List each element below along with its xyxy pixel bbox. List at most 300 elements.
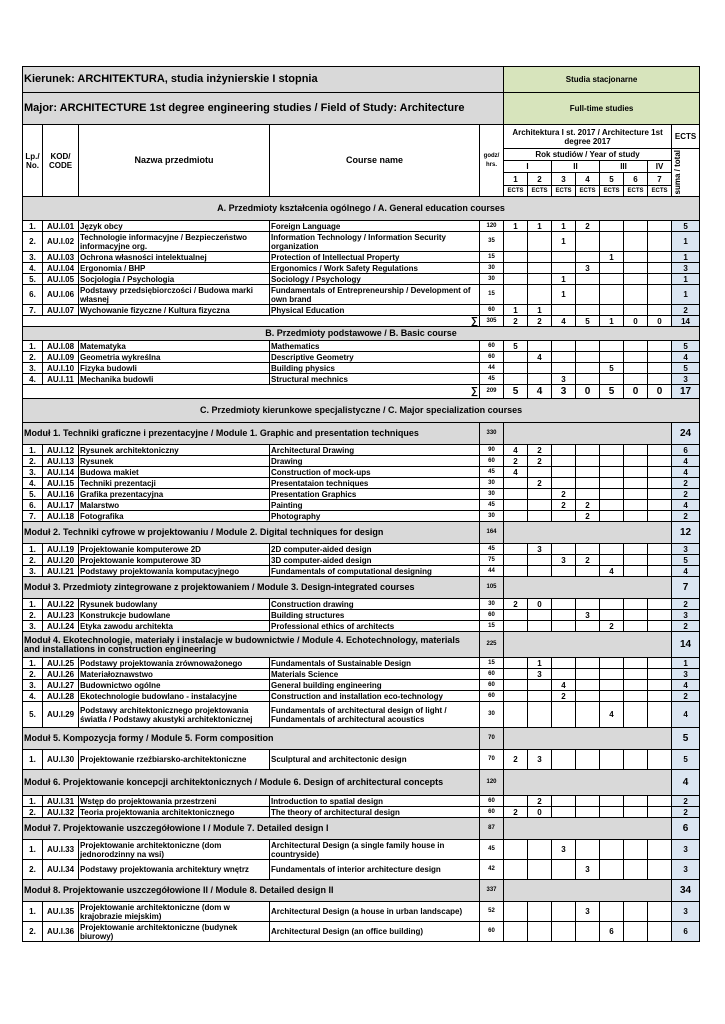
row-sem-7 [648, 599, 672, 610]
row-sem-5 [600, 221, 624, 232]
row-sem-6 [624, 599, 648, 610]
row-no: 3. [23, 252, 43, 263]
sum-sem-1: 5 [504, 385, 528, 399]
sum-sem-3: 4 [552, 316, 576, 327]
row-name-en: Building physics [270, 363, 480, 374]
row-sem-1 [504, 274, 528, 285]
row-sem-6 [624, 544, 648, 555]
row-sem-4 [576, 691, 600, 702]
table-row [23, 352, 700, 363]
sum-sem-6: 0 [624, 316, 648, 327]
module-row [23, 770, 700, 796]
row-sem-6 [624, 566, 648, 577]
table-row [23, 610, 700, 621]
row-sem-6 [624, 658, 648, 669]
row-name-en: Mathematics [270, 341, 480, 352]
row-sem-6 [624, 702, 648, 728]
row-sem-4 [576, 599, 600, 610]
row-hours: 60 [480, 796, 504, 807]
module-spacer [504, 728, 672, 750]
row-hours: 60 [480, 922, 504, 942]
module-row [23, 632, 700, 658]
row-hours: 35 [480, 232, 504, 252]
row-sem-5 [600, 599, 624, 610]
row-total: 5 [672, 750, 700, 770]
row-name-en: Physical Education [270, 305, 480, 316]
row-sem-7 [648, 669, 672, 680]
row-sem-4 [576, 445, 600, 456]
table-row [23, 669, 700, 680]
sum-sem-2: 2 [528, 316, 552, 327]
row-sem-5 [600, 796, 624, 807]
table-row [23, 860, 700, 880]
row-sem-7 [648, 232, 672, 252]
row-sem-3: 2 [552, 691, 576, 702]
row-sem-2 [528, 840, 552, 860]
row-name-en: Fundamentals of Entrepreneurship / Development of own brand [270, 285, 480, 305]
module-hours: 70 [480, 728, 504, 750]
row-name-pl: Podstawy projektowania zrównoważonego [79, 658, 270, 669]
row-sem-6 [624, 467, 648, 478]
row-name-en: Drawing [270, 456, 480, 467]
row-code: AU.I.22 [43, 599, 79, 610]
row-name-en: Structural mechnics [270, 374, 480, 385]
sum-sem-5: 1 [600, 316, 624, 327]
row-sem-4 [576, 807, 600, 818]
table-row [23, 680, 700, 691]
row-sem-7 [648, 860, 672, 880]
row-no: 4. [23, 691, 43, 702]
row-no: 3. [23, 566, 43, 577]
table-row [23, 566, 700, 577]
semester-1: 1 [504, 173, 528, 186]
row-sem-5 [600, 544, 624, 555]
module-total: 12 [672, 522, 700, 544]
row-no: 7. [23, 511, 43, 522]
module-total: 14 [672, 632, 700, 658]
row-sem-7 [648, 500, 672, 511]
row-sem-2 [528, 680, 552, 691]
row-total: 2 [672, 691, 700, 702]
module-hours: 337 [480, 880, 504, 902]
module-spacer [504, 818, 672, 840]
row-total: 4 [672, 500, 700, 511]
row-no: 1. [23, 750, 43, 770]
row-sem-3 [552, 252, 576, 263]
row-total: 3 [672, 840, 700, 860]
module-row [23, 423, 700, 445]
row-sem-5 [600, 750, 624, 770]
row-sem-4 [576, 478, 600, 489]
year-4: IV [648, 161, 672, 173]
row-sem-7 [648, 902, 672, 922]
row-sem-1 [504, 555, 528, 566]
row-sem-5 [600, 680, 624, 691]
row-name-pl: Wstęp do projektowania przestrzeni [79, 796, 270, 807]
row-sem-1 [504, 860, 528, 880]
section-title-row [23, 197, 700, 221]
row-sem-1 [504, 902, 528, 922]
row-sem-4: 3 [576, 902, 600, 922]
row-sem-6 [624, 621, 648, 632]
row-sem-5 [600, 467, 624, 478]
row-total: 4 [672, 566, 700, 577]
row-sem-5: 2 [600, 621, 624, 632]
row-sem-6 [624, 796, 648, 807]
row-sem-1: 5 [504, 341, 528, 352]
row-name-en: The theory of architectural design [270, 807, 480, 818]
row-no: 1. [23, 341, 43, 352]
row-hours: 60 [480, 456, 504, 467]
row-hours: 15 [480, 621, 504, 632]
table-row [23, 285, 700, 305]
row-total: 6 [672, 922, 700, 942]
row-sem-6 [624, 691, 648, 702]
module-hours: 225 [480, 632, 504, 658]
row-sem-5 [600, 489, 624, 500]
table-row [23, 902, 700, 922]
row-code: AU.I.02 [43, 232, 79, 252]
module-spacer [504, 577, 672, 599]
row-name-en: Introduction to spatial design [270, 796, 480, 807]
row-total: 2 [672, 489, 700, 500]
row-sem-4 [576, 467, 600, 478]
row-sem-1 [504, 363, 528, 374]
row-code: AU.I.08 [43, 341, 79, 352]
row-sem-3 [552, 341, 576, 352]
row-sem-7 [648, 680, 672, 691]
row-sem-4: 2 [576, 555, 600, 566]
row-no: 2. [23, 860, 43, 880]
row-sem-6 [624, 445, 648, 456]
row-sem-5 [600, 610, 624, 621]
row-no: 1. [23, 902, 43, 922]
row-no: 2. [23, 610, 43, 621]
row-name-en: Presentataion techniques [270, 478, 480, 489]
row-sem-7 [648, 352, 672, 363]
row-hours: 30 [480, 263, 504, 274]
row-sem-3: 1 [552, 285, 576, 305]
row-sem-3: 3 [552, 840, 576, 860]
row-hours: 45 [480, 374, 504, 385]
row-sem-5: 4 [600, 702, 624, 728]
row-name-en: Foreign Language [270, 221, 480, 232]
table-row [23, 305, 700, 316]
module-row [23, 577, 700, 599]
row-no: 1. [23, 544, 43, 555]
col-lp: Lp./ No. [23, 125, 43, 197]
row-sem-5: 5 [600, 363, 624, 374]
row-sem-3 [552, 796, 576, 807]
module-total: 24 [672, 423, 700, 445]
row-sem-2 [528, 374, 552, 385]
row-sem-7 [648, 658, 672, 669]
row-sem-4 [576, 669, 600, 680]
semester-4: 4 [576, 173, 600, 186]
row-sem-5 [600, 511, 624, 522]
row-hours: 44 [480, 363, 504, 374]
module-row [23, 880, 700, 902]
row-total: 2 [672, 305, 700, 316]
row-sem-5 [600, 500, 624, 511]
row-no: 1. [23, 221, 43, 232]
row-sem-7 [648, 363, 672, 374]
row-hours: 70 [480, 750, 504, 770]
title-en: Major: ARCHITECTURE 1st degree engineering studies / Field of Study: Architecture [23, 93, 504, 125]
row-sem-6 [624, 680, 648, 691]
module-title: Moduł 5. Kompozycja formy / Module 5. Form composition [23, 728, 480, 750]
row-total: 4 [672, 467, 700, 478]
row-sem-4 [576, 285, 600, 305]
row-sem-5 [600, 691, 624, 702]
row-code: AU.I.15 [43, 478, 79, 489]
table-row [23, 252, 700, 263]
row-sem-6 [624, 374, 648, 385]
row-name-pl: Ergonomia / BHP [79, 263, 270, 274]
table-row [23, 922, 700, 942]
row-name-pl: Ochrona własności intelektualnej [79, 252, 270, 263]
row-name-pl: Matematyka [79, 341, 270, 352]
row-sem-4 [576, 621, 600, 632]
row-name-pl: Fizyka budowli [79, 363, 270, 374]
row-sem-7 [648, 566, 672, 577]
row-sem-5 [600, 658, 624, 669]
table-row [23, 467, 700, 478]
module-title: Moduł 3. Przedmioty zintegrowane z projektowaniem / Module 3. Design-integrated courses [23, 577, 480, 599]
row-no: 5. [23, 274, 43, 285]
row-sem-4 [576, 305, 600, 316]
row-total: 2 [672, 478, 700, 489]
row-sem-7 [648, 221, 672, 232]
total-vertical-label: suma / total [673, 150, 683, 195]
row-total: 4 [672, 456, 700, 467]
row-sem-5 [600, 232, 624, 252]
row-name-en: Fundamentals of computational designing [270, 566, 480, 577]
row-name-pl: Projektowanie architektoniczne (budynek biurowy) [79, 922, 270, 942]
row-hours: 30 [480, 478, 504, 489]
row-sem-3 [552, 610, 576, 621]
row-sem-1: 1 [504, 221, 528, 232]
row-name-en: 2D computer-aided design [270, 544, 480, 555]
module-title: Moduł 2. Techniki cyfrowe w projektowaniu / Module 2. Digital techniques for design [23, 522, 480, 544]
row-sem-3: 4 [552, 680, 576, 691]
row-code: AU.I.09 [43, 352, 79, 363]
row-total: 4 [672, 680, 700, 691]
sum-sem-2: 4 [528, 385, 552, 399]
row-name-pl: Budowa makiet [79, 467, 270, 478]
row-sem-1 [504, 702, 528, 728]
row-name-pl: Ekotechnologie budowlano - instalacyjne [79, 691, 270, 702]
sum-symbol: ∑ [23, 385, 480, 399]
col-name-en: Course name [270, 125, 480, 197]
row-name-en: Fundamentals of architectural design of light / Fundamentals of architectural acoustics [270, 702, 480, 728]
row-sem-6 [624, 922, 648, 942]
row-sem-4 [576, 922, 600, 942]
module-total: 4 [672, 770, 700, 796]
row-sem-2 [528, 902, 552, 922]
row-total: 5 [672, 341, 700, 352]
module-row [23, 522, 700, 544]
section-title-row [23, 399, 700, 423]
row-sem-5 [600, 263, 624, 274]
header-row-1 [23, 125, 700, 149]
row-sem-2 [528, 489, 552, 500]
row-sem-5 [600, 860, 624, 880]
row-sem-3 [552, 305, 576, 316]
row-sem-1 [504, 566, 528, 577]
table-row [23, 274, 700, 285]
row-name-pl: Mechanika budowli [79, 374, 270, 385]
row-name-pl: Techniki prezentacji [79, 478, 270, 489]
row-code: AU.I.16 [43, 489, 79, 500]
row-sem-7 [648, 478, 672, 489]
row-code: AU.I.25 [43, 658, 79, 669]
row-sem-4 [576, 489, 600, 500]
row-sem-5 [600, 374, 624, 385]
title-pl: Kierunek: ARCHITEKTURA, studia inżynierskie I stopnia [23, 67, 504, 93]
row-sem-1 [504, 621, 528, 632]
row-sem-2: 2 [528, 456, 552, 467]
module-hours: 120 [480, 770, 504, 796]
row-total: 2 [672, 621, 700, 632]
row-no: 2. [23, 922, 43, 942]
row-name-en: Presentation Graphics [270, 489, 480, 500]
row-sem-7 [648, 807, 672, 818]
row-no: 2. [23, 669, 43, 680]
row-sem-7 [648, 263, 672, 274]
row-total: 3 [672, 374, 700, 385]
row-name-en: Construction of mock-ups [270, 467, 480, 478]
row-sem-1 [504, 352, 528, 363]
row-code: AU.I.12 [43, 445, 79, 456]
row-name-pl: Podstawy przedsiębiorczości / Budowa marki własnej [79, 285, 270, 305]
row-name-pl: Podstawy projektowania architektury wnętrz [79, 860, 270, 880]
table-row [23, 374, 700, 385]
row-total: 1 [672, 232, 700, 252]
row-sem-4 [576, 274, 600, 285]
row-sem-6 [624, 456, 648, 467]
row-sem-3 [552, 860, 576, 880]
sum-total: 17 [672, 385, 700, 399]
row-sem-2: 3 [528, 750, 552, 770]
row-sem-6 [624, 263, 648, 274]
row-code: AU.I.35 [43, 902, 79, 922]
row-sem-7 [648, 445, 672, 456]
row-sem-1 [504, 544, 528, 555]
row-sem-1 [504, 285, 528, 305]
row-code: AU.I.29 [43, 702, 79, 728]
row-hours: 60 [480, 691, 504, 702]
row-no: 2. [23, 807, 43, 818]
row-hours: 52 [480, 902, 504, 922]
row-total: 1 [672, 285, 700, 305]
row-no: 6. [23, 285, 43, 305]
module-total: 34 [672, 880, 700, 902]
row-code: AU.I.17 [43, 500, 79, 511]
row-sem-6 [624, 352, 648, 363]
row-name-en: Building structures [270, 610, 480, 621]
row-total: 3 [672, 902, 700, 922]
row-no: 1. [23, 796, 43, 807]
row-total: 3 [672, 860, 700, 880]
row-total: 1 [672, 658, 700, 669]
row-sem-3: 3 [552, 555, 576, 566]
row-sem-1 [504, 489, 528, 500]
section-title: C. Przedmioty kierunkowe specjalistyczne / C. Major specialization courses [23, 399, 700, 423]
row-no: 6. [23, 500, 43, 511]
table-row [23, 599, 700, 610]
row-sem-3: 1 [552, 221, 576, 232]
row-sem-3 [552, 702, 576, 728]
row-name-pl: Geometria wykreślna [79, 352, 270, 363]
row-sem-2 [528, 621, 552, 632]
row-sem-4: 3 [576, 860, 600, 880]
row-sem-2 [528, 610, 552, 621]
module-title: Moduł 1. Techniki graficzne i prezentacyjne / Module 1. Graphic and presentation techniques [23, 423, 480, 445]
row-name-en: Information Technology / Information Security organization [270, 232, 480, 252]
section-title: B. Przedmioty podstawowe / B. Basic course [23, 327, 700, 341]
row-code: AU.I.31 [43, 796, 79, 807]
row-hours: 60 [480, 669, 504, 680]
row-sem-2 [528, 252, 552, 263]
table-row [23, 221, 700, 232]
row-sem-3 [552, 511, 576, 522]
row-total: 1 [672, 252, 700, 263]
row-no: 2. [23, 232, 43, 252]
year-2: II [552, 161, 600, 173]
row-sem-1: 2 [504, 807, 528, 818]
ects-sem-label: ECTS [600, 186, 624, 197]
row-no: 1. [23, 599, 43, 610]
row-total: 1 [672, 274, 700, 285]
sum-row [23, 385, 700, 399]
row-sem-2 [528, 860, 552, 880]
module-spacer [504, 880, 672, 902]
row-code: AU.I.03 [43, 252, 79, 263]
row-sem-7 [648, 922, 672, 942]
col-hours: godz/ hrs. [480, 125, 504, 197]
ects-sem-label: ECTS [648, 186, 672, 197]
row-sem-3 [552, 263, 576, 274]
title-row-pl [23, 67, 700, 93]
col-name-pl: Nazwa przedmiotu [79, 125, 270, 197]
section-title: A. Przedmioty kształcenia ogólnego / A. General education courses [23, 197, 700, 221]
row-sem-2: 1 [528, 221, 552, 232]
row-sem-2 [528, 511, 552, 522]
row-sem-5 [600, 807, 624, 818]
row-no: 3. [23, 363, 43, 374]
row-name-pl: Podstawy projektowania komputacyjnego [79, 566, 270, 577]
module-spacer [504, 423, 672, 445]
row-code: AU.I.07 [43, 305, 79, 316]
row-code: AU.I.30 [43, 750, 79, 770]
row-name-pl: Podstawy architektonicznego projektowania światła / Podstawy akustyki architektonicznej [79, 702, 270, 728]
row-sem-4 [576, 341, 600, 352]
row-name-pl: Malarstwo [79, 500, 270, 511]
module-hours: 87 [480, 818, 504, 840]
row-sem-3 [552, 566, 576, 577]
row-sem-6 [624, 860, 648, 880]
section-title-row [23, 327, 700, 341]
row-code: AU.I.01 [43, 221, 79, 232]
row-name-pl: Projektowanie rzeźbiarsko-architektoniczne [79, 750, 270, 770]
row-sem-4 [576, 456, 600, 467]
row-name-en: Fundamentals of Sustainable Design [270, 658, 480, 669]
row-sem-3: 3 [552, 374, 576, 385]
row-no: 2. [23, 352, 43, 363]
row-sem-5 [600, 352, 624, 363]
row-sem-2 [528, 566, 552, 577]
